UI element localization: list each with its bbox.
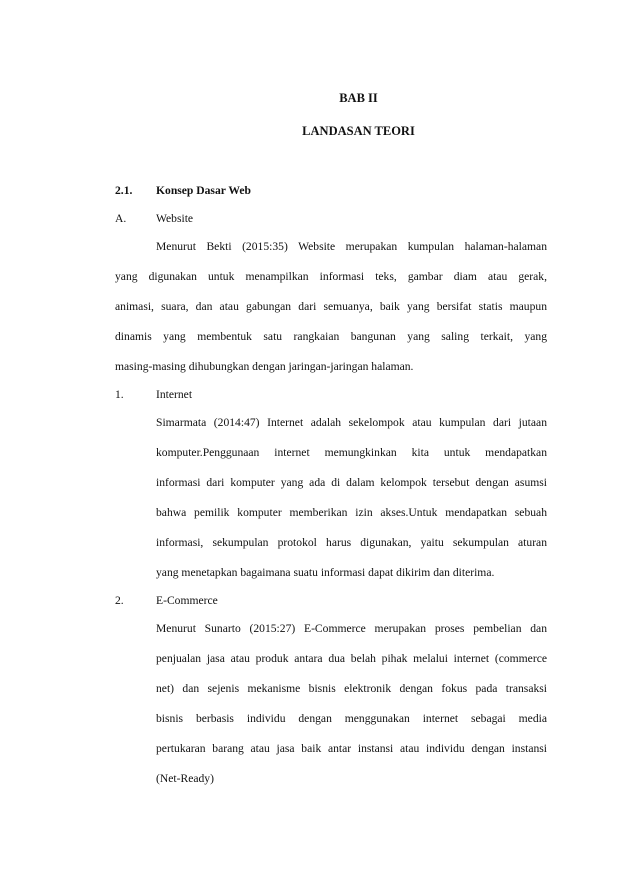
paragraph-a-line: masing-masing dihubungkan dengan jaringan-jaringan halaman. <box>115 360 414 373</box>
paragraph-2-line: net) dan sejenis mekanisme bisnis elektronik dengan fokus pada transaksi <box>156 682 547 695</box>
paragraph-1-line: komputer.Penggunaan internet memungkinkan kita untuk mendapatkan <box>156 446 547 459</box>
item-2-label: 2. <box>115 594 124 607</box>
paragraph-1-line: informasi dari komputer yang ada di dalam kelompok tersebut dengan asumsi <box>156 476 547 489</box>
paragraph-2-line: (Net-Ready) <box>156 772 214 785</box>
paragraph-2-line: penjualan jasa atau produk antara dua belah pihak melalui internet (commerce <box>156 652 547 665</box>
paragraph-1-line: bahwa pemilik komputer memberikan izin akses.Untuk mendapatkan sebuah <box>156 506 547 519</box>
paragraph-a-line: yang digunakan untuk menampilkan informasi teks, gambar diam atau gerak, <box>115 270 547 283</box>
chapter-number: BAB II <box>339 91 378 105</box>
paragraph-2-line: pertukaran barang atau jasa baik antar instansi atau individu dengan instansi <box>156 742 547 755</box>
paragraph-1-line: Simarmata (2014:47) Internet adalah sekelompok atau kumpulan dari jutaan <box>156 416 547 429</box>
paragraph-a-line: Menurut Bekti (2015:35) Website merupakan kumpulan halaman-halaman <box>156 240 547 253</box>
item-1-title: Internet <box>156 388 193 401</box>
chapter-title: LANDASAN TEORI <box>302 124 415 138</box>
subsection-a-label: A. <box>115 212 127 225</box>
section-title: Konsep Dasar Web <box>156 184 251 197</box>
item-1-label: 1. <box>115 388 124 401</box>
section-number: 2.1. <box>115 184 133 197</box>
paragraph-2-line: bisnis berbasis individu dengan menggunakan internet sebagai media <box>156 712 547 725</box>
paragraph-a-line: animasi, suara, dan atau gabungan dari semuanya, baik yang bersifat statis maupun <box>115 300 547 313</box>
paragraph-2-line: Menurut Sunarto (2015:27) E-Commerce merupakan proses pembelian dan <box>156 622 547 635</box>
paragraph-1-line: informasi, sekumpulan protokol harus digunakan, yaitu sekumpulan aturan <box>156 536 547 549</box>
paragraph-a-line: dinamis yang membentuk satu rangkaian bangunan yang saling terkait, yang <box>115 330 547 343</box>
item-2-title: E-Commerce <box>156 594 218 607</box>
paragraph-1-line: yang menetapkan bagaimana suatu informasi dapat dikirim dan diterima. <box>156 566 495 579</box>
subsection-a-title: Website <box>156 212 194 225</box>
